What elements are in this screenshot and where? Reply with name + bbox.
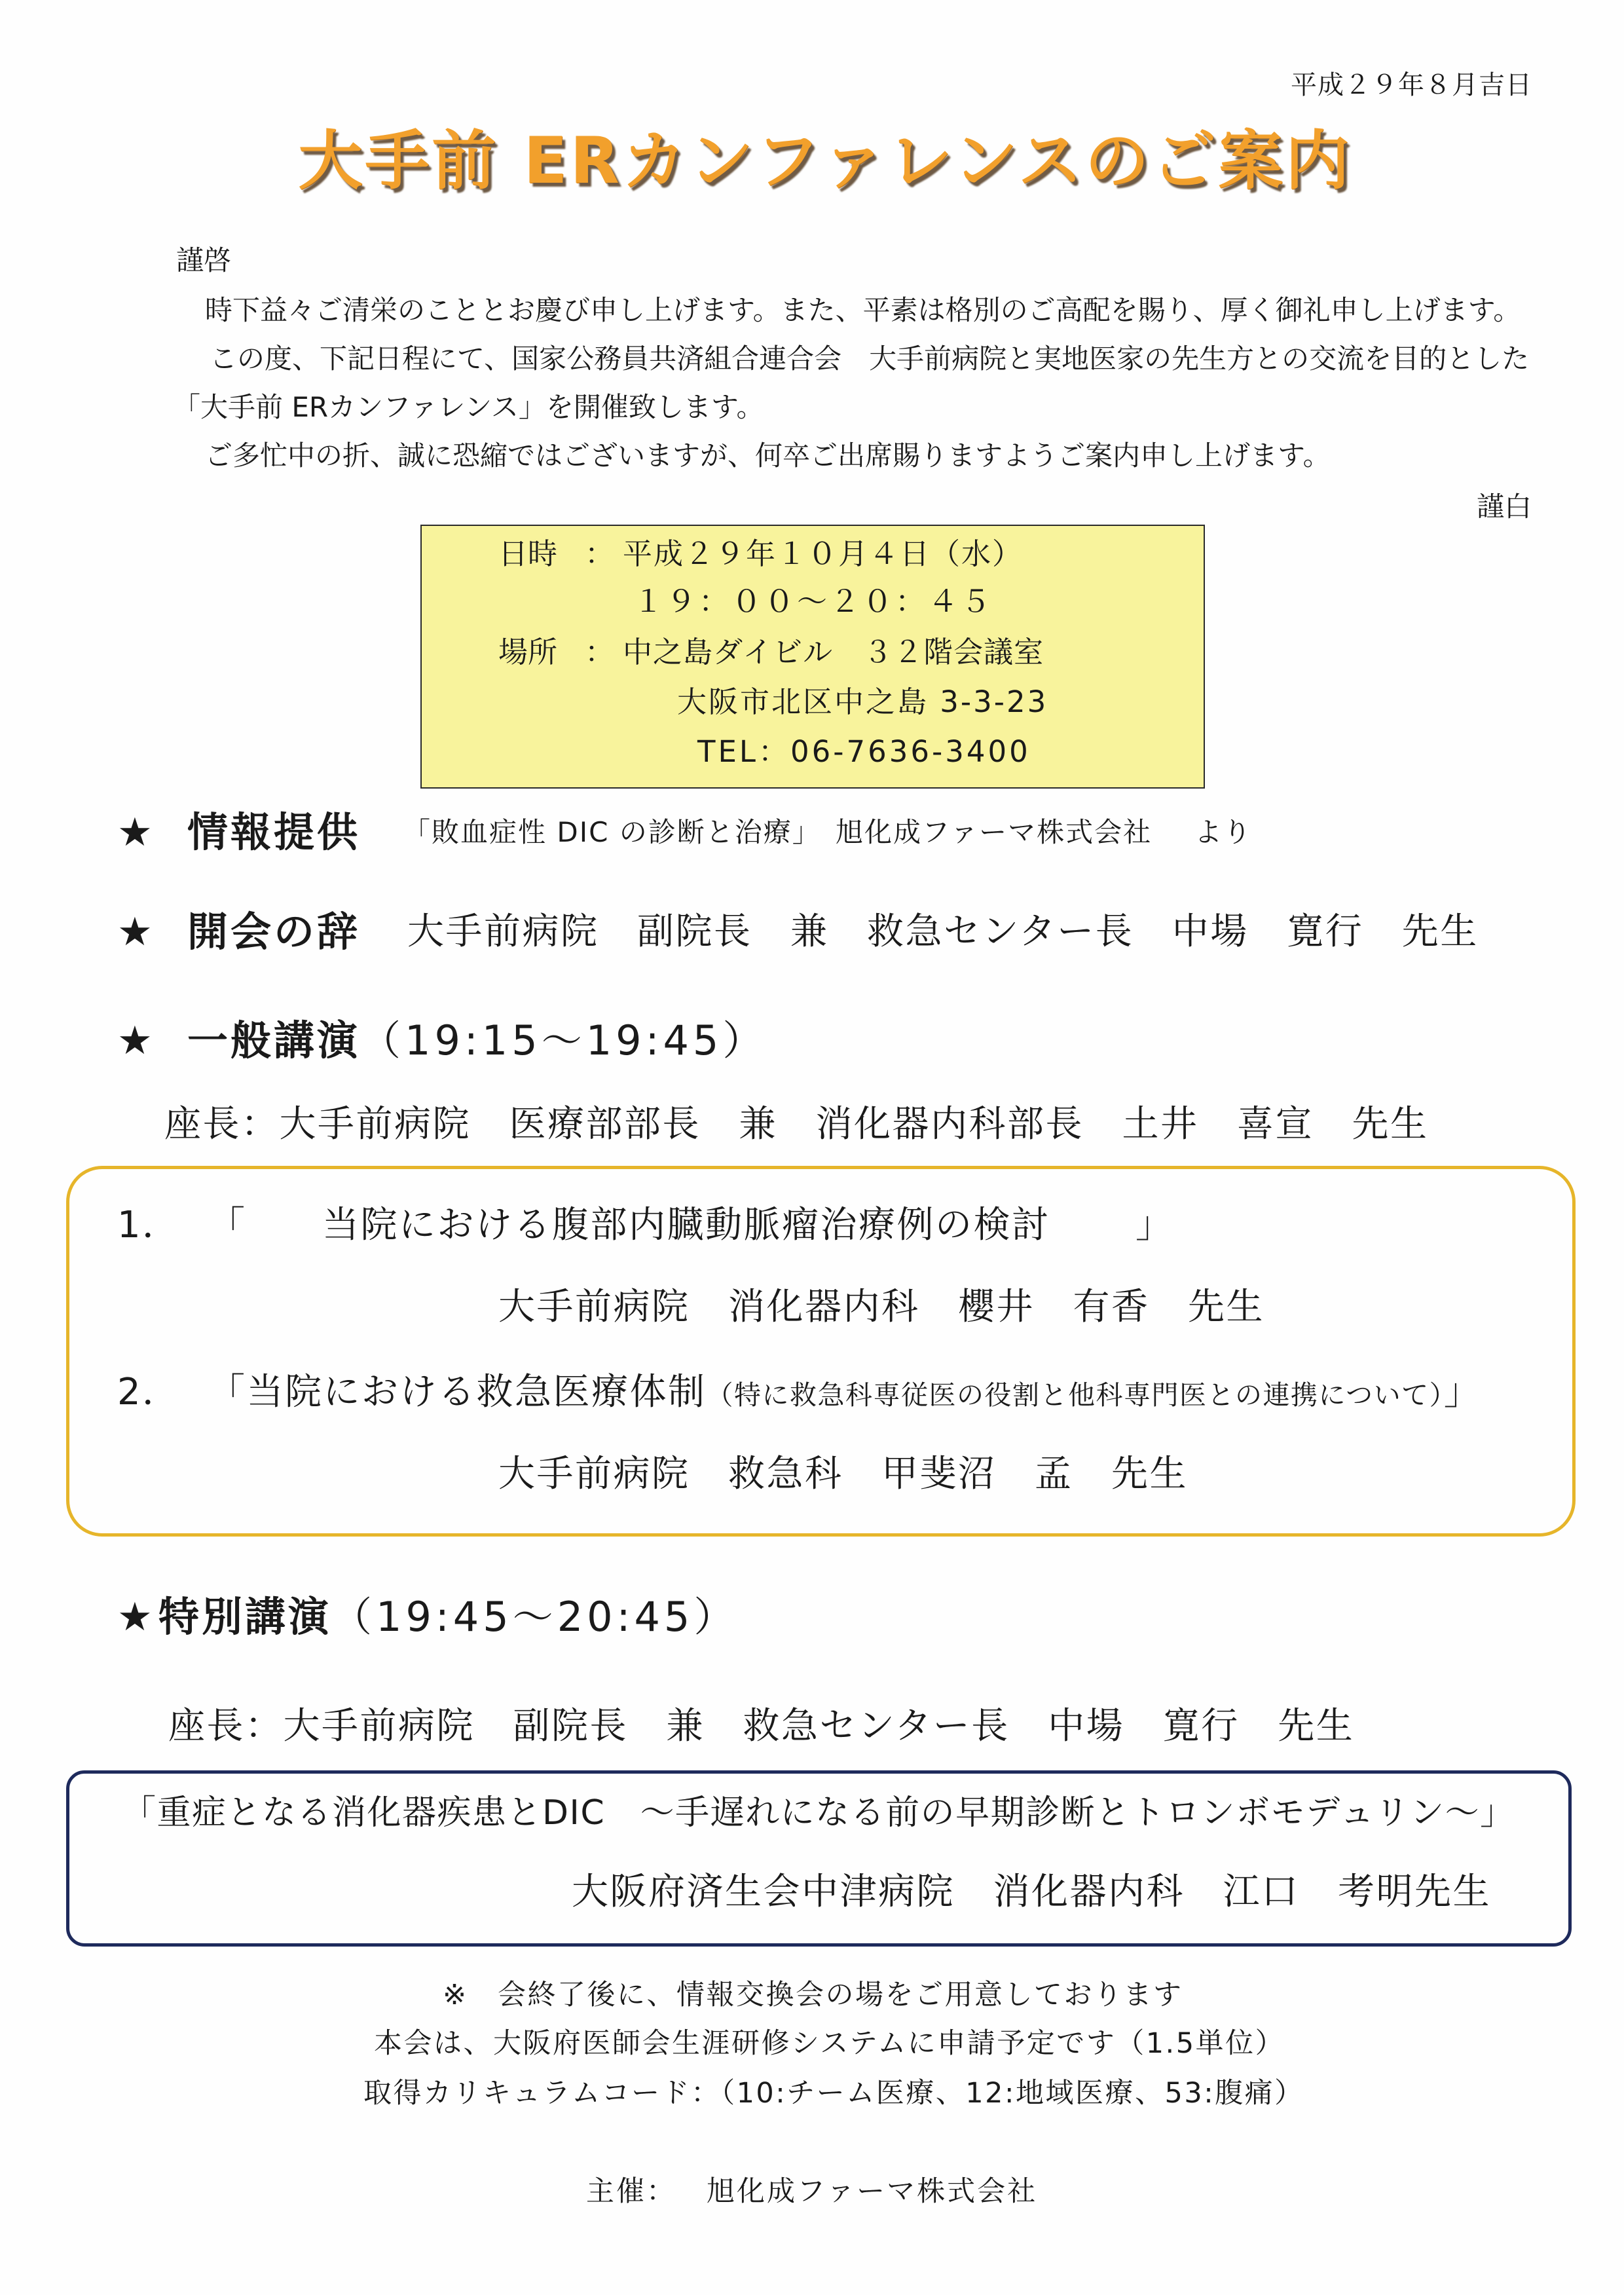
date-label: 日時 [498,536,558,571]
date-separator: ： [585,536,615,571]
note-curriculum-code: 取得カリキュラムコード：（10:チーム医療、12:地域医療、53:腹痛） [363,2077,1304,2110]
letter-line-4: ご多忙中の折、誠に恐縮ではございますが、何卒ご出席賜りますようご案内申し上げます。 [205,439,1331,472]
talk-2-title-line [208,1366,1482,1421]
address: 大阪市北区中之島 3-3-23 [677,684,1048,719]
talk-1-number: 1． [117,1204,181,1246]
letter-opening: 謹啓 [176,244,232,276]
page-title: 大手前 ERカンファレンスのご案内 [298,124,1352,198]
place-label: 場所 [498,635,558,669]
letter-line-2: この度、下記日程にて、国家公務員共済組合連合会 大手前病院と実地医家の先生方との交流を目的とした [210,343,1530,375]
talk-2-subtitle: （特に救急科専従医の役割と他科専門医との連携について） [706,1379,1444,1411]
organizer-name: 旭化成ファーマ株式会社 [707,2175,1038,2208]
special-lecture-chair: 座長：大手前病院 副院長 兼 救急センター長 中場 寛行 先生 [168,1705,1355,1747]
place-separator: ： [585,635,615,669]
info-provision-heading: 情報提供 [187,808,361,856]
star-icon: ★ [117,810,153,855]
special-lecture-time: （19:45～20:45） [331,1593,739,1641]
talk-1-title: 当院における腹部内臓動脈瘤治療例の検討 [322,1204,1050,1246]
special-lecture-title: 「重症となる消化器疾患とDIC ～手遅れになる前の早期診断とトロンボモデュリン～」 [122,1793,1515,1833]
talk-1-close-quote: 」 [1135,1204,1174,1246]
general-lecture-title: 一般講演 [187,1017,361,1064]
event-info-box [420,525,1205,789]
talk-2-open-quote: 「 [208,1371,247,1413]
info-provision-company: 旭化成ファーマ株式会社 [836,816,1153,848]
organizer-label: 主催： [586,2175,676,2208]
info-provision-topic: 「敗血症性 DIC の診断と治療」 [403,816,821,848]
place-value: 中之島ダイビル ３２階会議室 [623,635,1044,669]
telephone: TEL：06-7636-3400 [697,734,1031,769]
opening-remarks-speaker: 大手前病院 副院長 兼 救急センター長 中場 寛行 先生 [407,910,1479,953]
star-icon: ★ [117,1018,153,1064]
issue-date: 平成２９年８月吉日 [1291,70,1532,100]
letter-line-1: 時下益々ご清栄のこととお慶び申し上げます。また、平素は格別のご高配を賜り、厚く御礼申し上げます。 [205,294,1521,326]
general-lecture-chair: 座長：大手前病院 医療部部長 兼 消化器内科部長 土井 喜宣 先生 [164,1103,1429,1146]
date-value: 平成２９年１０月４日（水） [623,536,1024,571]
letter-closing: 謹白 [1476,491,1532,523]
talk-2-title: 当院における救急医療体制 [246,1371,707,1413]
talk-2-close-quote: 」 [1443,1371,1483,1413]
star-icon: ★ [117,909,153,955]
time-value: １９：００～２０：４５ [633,584,993,619]
talk-2-number: 2． [117,1371,181,1413]
note-reception: ※ 会終了後に、情報交換会の場をご用意しております [443,1979,1183,2011]
general-lecture-heading [187,1015,767,1067]
note-credit: 本会は、大阪府医師会生涯研修システムに申請予定です（1.5単位） [374,2027,1285,2060]
letter-line-3: 「大手前 ERカンファレンス」を開催致します。 [173,391,764,423]
talk-1-open-quote: 「 [208,1204,247,1246]
special-lecture-heading [158,1591,738,1643]
star-icon: ★ [117,1594,153,1640]
talk-1-speaker: 大手前病院 消化器内科 櫻井 有香 先生 [498,1286,1264,1328]
general-lecture-time: （19:15～19:45） [360,1017,767,1064]
special-lecture-title-label: 特別講演 [158,1593,332,1641]
info-provision-suffix: より [1194,816,1253,848]
opening-remarks-heading: 開会の辞 [187,908,361,956]
special-lecture-speaker: 大阪府済生会中津病院 消化器内科 江口 考明先生 [572,1871,1491,1913]
talk-2-speaker: 大手前病院 救急科 甲斐沼 孟 先生 [498,1453,1188,1495]
